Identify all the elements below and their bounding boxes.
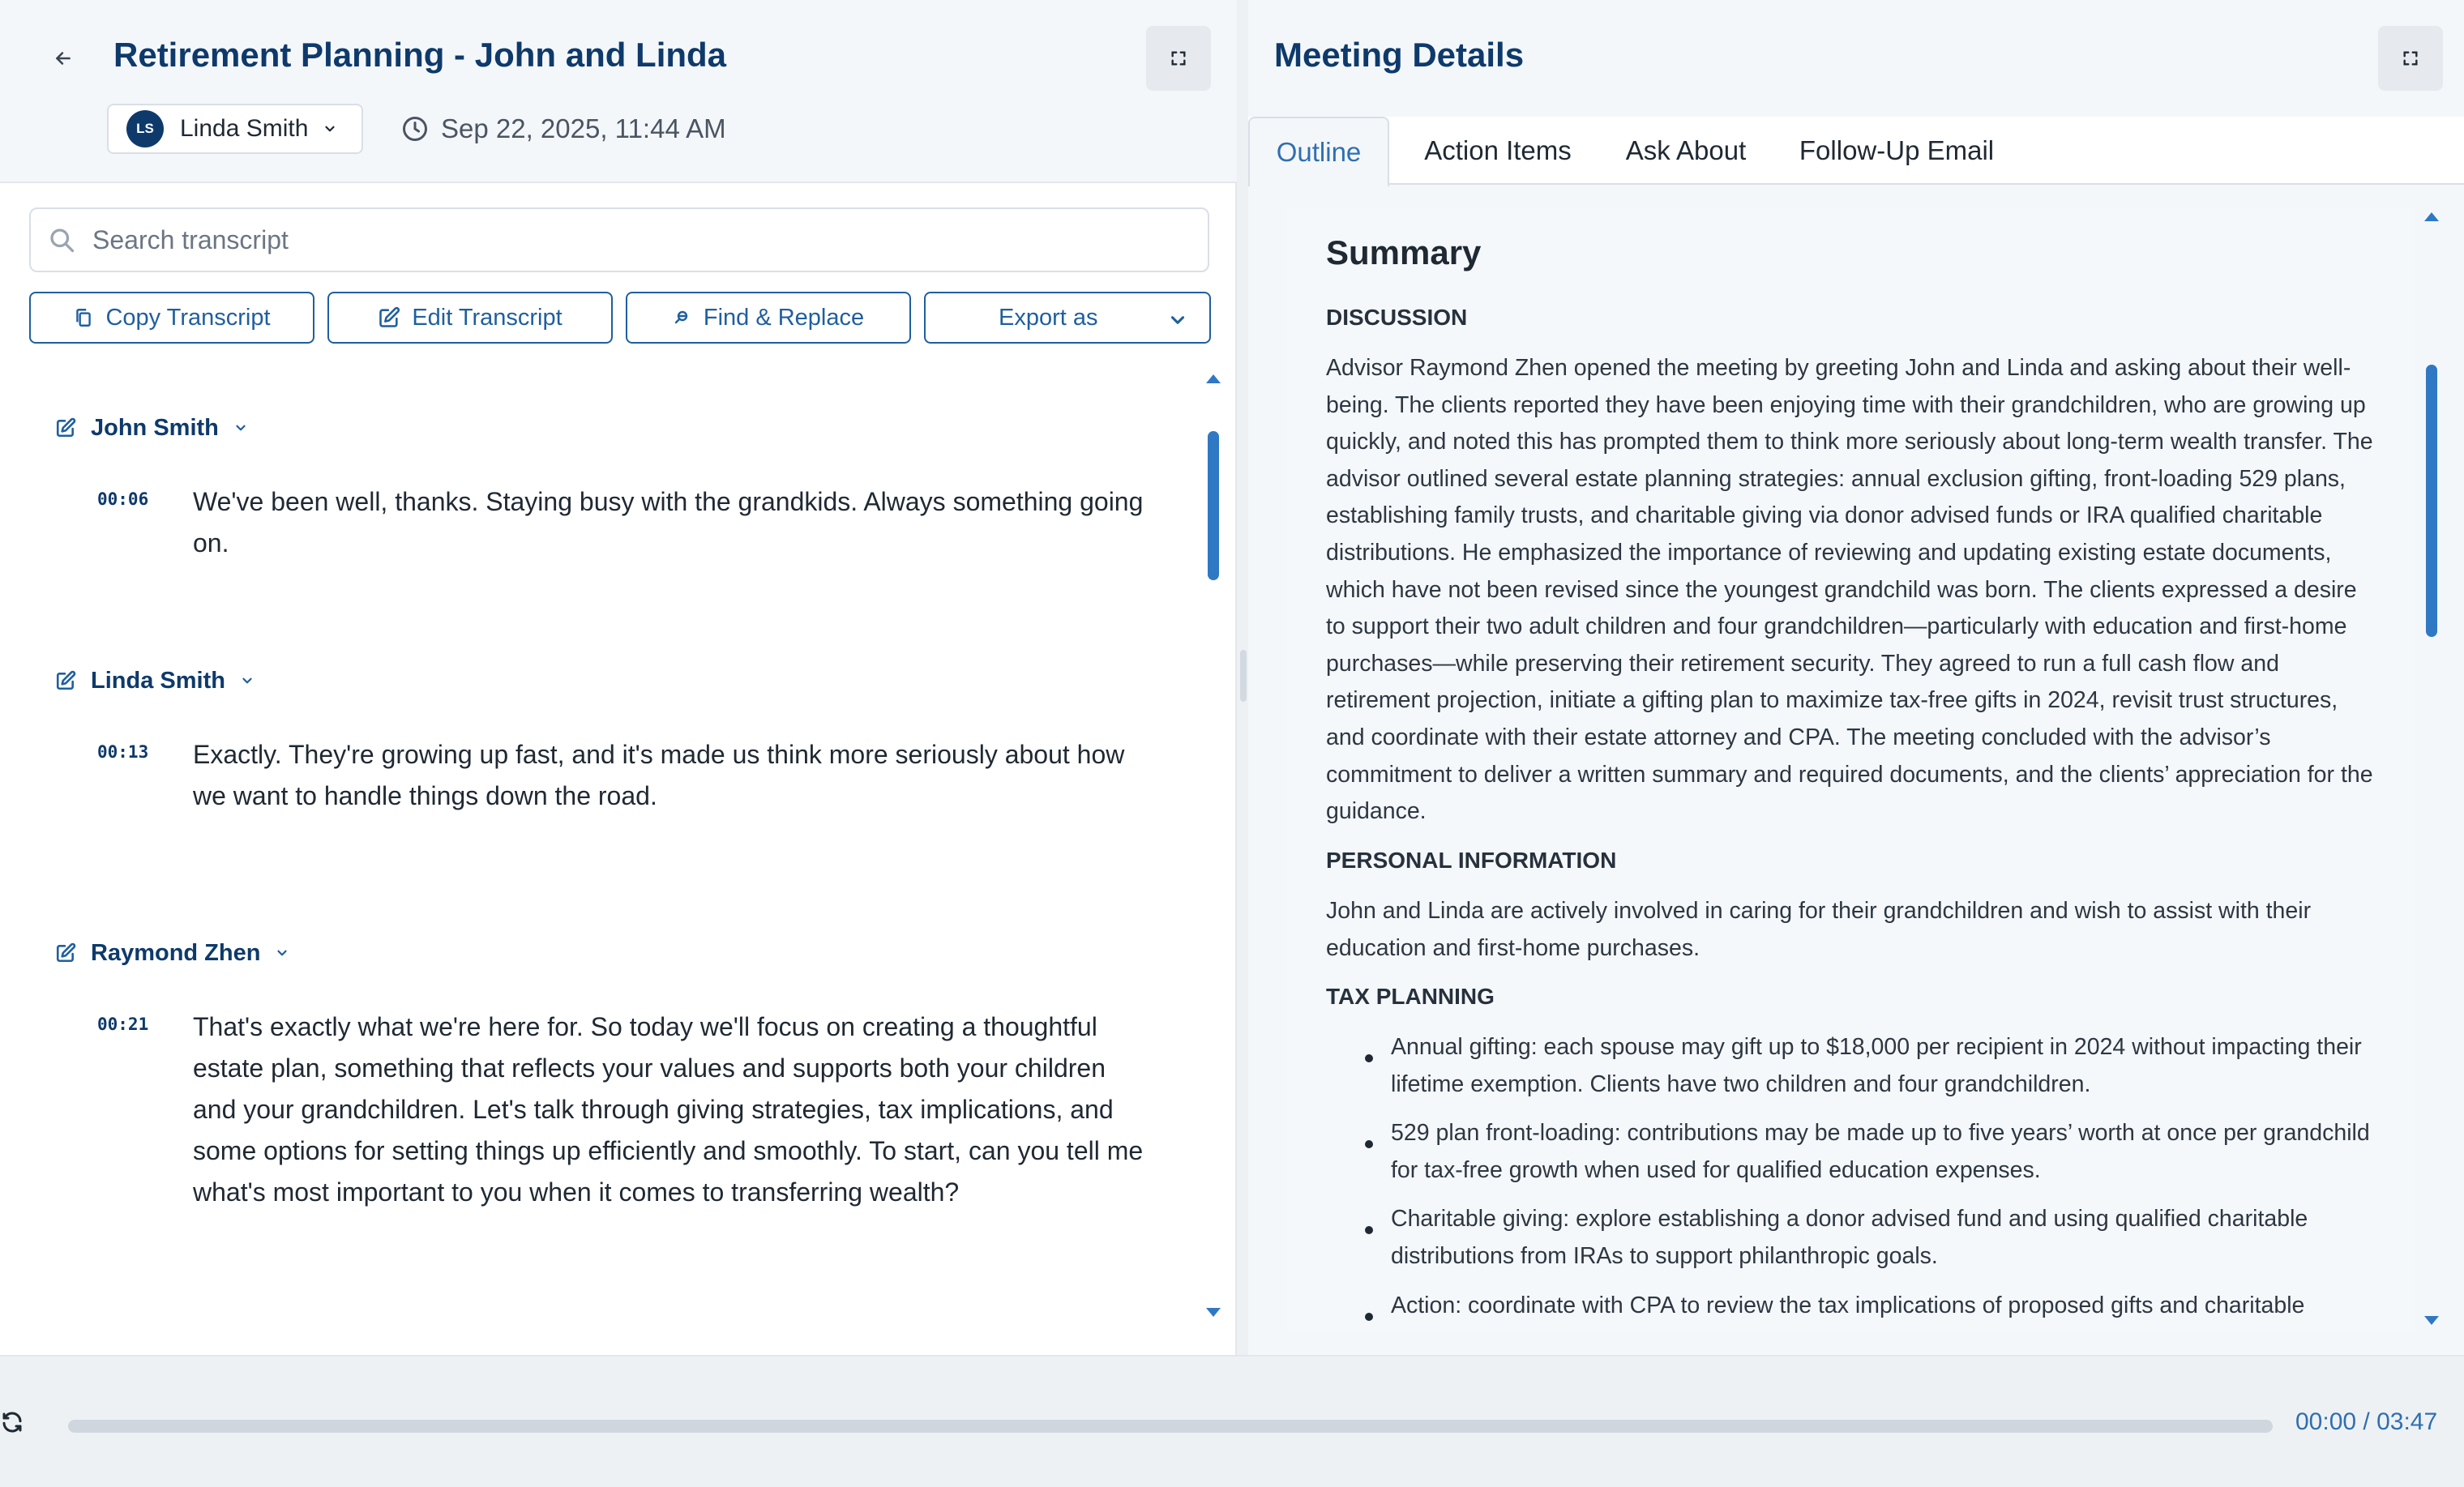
speaker-row[interactable] [55, 412, 248, 444]
list-item-text: Action: coordinate with CPA to review the tax implications of proposed gifts and charitable [1391, 1292, 2305, 1318]
export-label: Export as [999, 304, 1098, 331]
transcript-header [0, 0, 1237, 183]
speaker-row[interactable] [55, 937, 289, 969]
page-title: Retirement Planning - John and Linda [113, 36, 727, 74]
edit-icon [378, 306, 400, 329]
search-input[interactable] [92, 225, 1146, 255]
speaker-name: Linda Smith [91, 667, 225, 694]
summary-card [1287, 207, 2415, 1331]
speaker-row[interactable] [55, 664, 255, 697]
transcript-scrollbar-thumb[interactable] [1208, 431, 1219, 580]
tabs-bar [1248, 117, 2464, 185]
back-button[interactable] [41, 36, 86, 81]
list-item-text: 529 plan front-loading: contributions may be made up to five years’ worth at once per grandchild for tax-free growth when used for qualified education expenses. [1391, 1120, 2370, 1183]
meeting-datetime [400, 110, 726, 147]
tab-ask-about[interactable]: Ask About [1625, 135, 1747, 165]
tax-planning-list [1326, 1029, 2380, 1331]
copy-transcript-button[interactable] [29, 292, 314, 344]
expand-transcript-button[interactable] [1146, 26, 1211, 91]
copy-icon [73, 307, 94, 328]
tab-follow-up-email[interactable]: Follow-Up Email [1799, 135, 1995, 165]
chevron-down-icon [1167, 310, 1188, 331]
participant-selector[interactable] [107, 104, 363, 154]
avatar: LS [126, 110, 164, 147]
timestamp[interactable]: 00:13 [97, 742, 149, 762]
utterance-text: We've been well, thanks. Staying busy with the grandkids. Always something going on. [193, 487, 1144, 558]
find-replace-label: Find & Replace [703, 304, 865, 331]
chevron-down-icon[interactable] [233, 421, 248, 435]
tab-action-items[interactable]: Action Items [1424, 135, 1572, 165]
utterance-text: That's exactly what we're here for. So today we'll focus on creating a thoughtful estate plan, something that reflects your values and supports both your children and your grandchildren. Let's talk through giving strategies, tax implications, and some options for setting things up efficiently and smoothly. To start, can you tell me what's most important to you when it comes to transferring wealth? [193, 1012, 1144, 1207]
search-box [29, 207, 1209, 272]
copy-transcript-label: Copy Transcript [105, 304, 271, 331]
utterance-text: Exactly. They're growing up fast, and it's made us think more seriously about how we want to handle things down the road. [193, 740, 1125, 810]
transcript-scroll-down[interactable] [1206, 1308, 1221, 1317]
list-item [1326, 1288, 2380, 1325]
refresh-icon [0, 1410, 24, 1434]
tax-planning-heading: TAX PLANNING [1326, 984, 1495, 1009]
chevron-down-icon[interactable] [275, 946, 289, 960]
participant-name: Linda Smith [180, 115, 309, 142]
list-item-text: Annual gifting: each spouse may gift up to $18,000 per recipient in 2024 without impacting their lifetime exemption. Clients have two children and four grandchildren. [1391, 1034, 2362, 1097]
find-replace-icon [673, 308, 692, 327]
playback-progress-bar[interactable] [68, 1420, 2273, 1433]
summary-scroll-up[interactable] [2424, 212, 2439, 221]
summary-scrollbar-thumb[interactable] [2426, 365, 2437, 637]
meeting-details-panel [1248, 0, 2464, 1355]
chevron-down-icon [323, 122, 337, 136]
export-dropdown[interactable] [924, 292, 1211, 344]
clock-icon [400, 114, 430, 143]
speaker-name: John Smith [91, 414, 219, 441]
list-item [1326, 1201, 2380, 1275]
list-item [1326, 1115, 2380, 1189]
personal-info-text: John and Linda are actively involved in caring for their grandchildren and wish to assist with their education and first-home purchases. [1326, 898, 2312, 961]
panel-title: Meeting Details [1274, 36, 1525, 74]
expand-icon [1170, 49, 1187, 67]
transcript-panel [0, 0, 1237, 1355]
find-replace-button[interactable] [626, 292, 911, 344]
discussion-text: Advisor Raymond Zhen opened the meeting by greeting John and Linda and asking about their well-being. The clients reported they have been enjoying time with their grandchildren, who are growing up quickly, and noted this has prompted them to think more seriously about long-term wealth transfer. The advisor outlined several estate planning strategies: annual exclusion gifting, front-loading 529 plans, establishing family trusts, and charitable giving via donor advised funds or IRA qualified charitable distributions. He emphasized the importance of reviewing and updating existing estate documents, which have not been revised since the youngest grandchild was born. The clients expressed a desire to support their two adult children and four grandchildren—particularly with education and first-home purchases—while preserving their retirement security. They agreed to run a full cash flow and retirement projection, initiate a gifting plan to maximize tax-free gifts in 2024, revisit trust structures, and coordinate with their estate attorney and CPA. The meeting concluded with the advisor’s commitment to deliver a written summary and required documents, and the clients’ appreciation for the guidance. [1326, 355, 2373, 825]
replay-button[interactable] [0, 1410, 24, 1438]
list-item [1326, 1029, 2380, 1103]
edit-transcript-label: Edit Transcript [412, 304, 563, 331]
expand-icon [2402, 49, 2419, 67]
list-item-text: Charitable giving: explore establishing a donor advised fund and using qualified charitable distributions from IRAs to support philanthropic goals. [1391, 1206, 2308, 1269]
playback-time: 00:00 / 03:47 [2295, 1408, 2438, 1435]
edit-speaker-icon [55, 942, 76, 964]
timestamp[interactable]: 00:06 [97, 489, 149, 509]
edit-speaker-icon [55, 670, 76, 691]
personal-info-heading: PERSONAL INFORMATION [1326, 848, 1617, 873]
chevron-down-icon[interactable] [240, 673, 255, 688]
summary-title: Summary [1326, 233, 1482, 271]
expand-details-button[interactable] [2378, 26, 2443, 91]
discussion-heading: DISCUSSION [1326, 305, 1468, 330]
arrow-left-icon [53, 48, 74, 69]
transcript-scroll-up[interactable] [1206, 374, 1221, 383]
panel-resize-handle[interactable] [1240, 650, 1247, 702]
edit-speaker-icon [55, 417, 76, 438]
tab-outline[interactable]: Outline [1248, 117, 1389, 186]
speaker-name: Raymond Zhen [91, 939, 261, 966]
edit-transcript-button[interactable] [327, 292, 613, 344]
datetime-text: Sep 22, 2025, 11:44 AM [441, 113, 726, 143]
summary-scroll-down[interactable] [2424, 1316, 2439, 1325]
search-icon [47, 225, 76, 254]
timestamp[interactable]: 00:21 [97, 1015, 149, 1034]
